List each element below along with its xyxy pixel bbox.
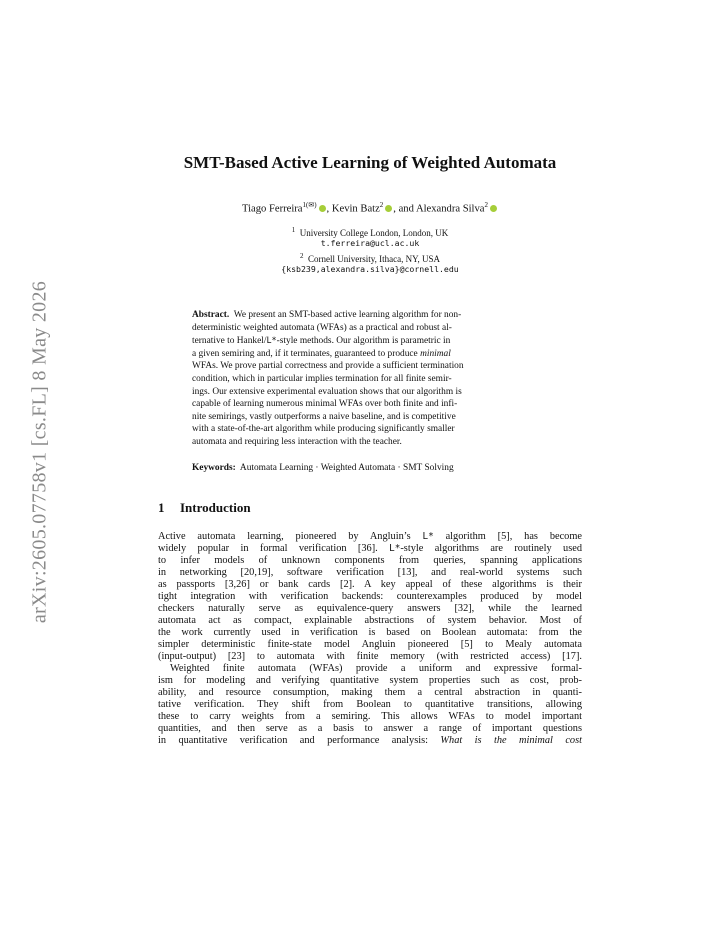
paragraph-line: widely popular in formal verification [36]. L*-style algorithms are routinely used (158, 543, 583, 554)
affiliation-email[interactable]: t.ferreira@ucl.ac.uk (320, 238, 420, 248)
abstract-line: with a state-of-the-art algorithm while producing significantly smaller (192, 424, 455, 435)
paragraph-line: Active automata learning, pioneered by Angluin’s L* algorithm [5], has become (158, 531, 582, 542)
affiliation-text: University College London, London, UK (299, 228, 449, 238)
abstract-line: a given semiring and, if it terminates, guaranteed to produce minimal (192, 348, 451, 359)
affiliation-text: Cornell University, Ithaca, NY, USA (308, 254, 440, 264)
paragraph-line: quantities, and then serve as a basis to answer a range of important questions (158, 723, 582, 734)
abstract-label: Abstract. (192, 310, 230, 320)
paragraph-line: ability, and resource consumption, making them a central abstraction in quanti- (158, 687, 582, 698)
author-affiliation-mark: 1(✉) (302, 201, 317, 209)
section-number: 1 (158, 500, 165, 515)
author-name: Kevin Batz (331, 203, 380, 215)
abstract-line: automata and requiring less interaction with the teacher. (192, 436, 402, 447)
paragraph-line: in networking [20,19], software verification [13], and real-world systems such (158, 567, 582, 578)
paragraph-line: as passports [3,26] or bank cards [2]. A key appeal of these algorithms is their (158, 579, 582, 590)
author-name: Alexandra Silva (415, 203, 485, 215)
abstract-line: nite semirings, vastly outperforms a naive baseline, and is competitive (192, 411, 456, 422)
author-affiliation-mark: 2 (379, 201, 384, 209)
orcid-icon[interactable] (385, 205, 392, 212)
abstract-line: condition, which in particular implies termination for all finite semir- (192, 373, 452, 384)
paragraph-line: these to carry weights from a semiring. This allows WFAs to model important (158, 711, 582, 722)
keywords-label: Keywords: (192, 463, 236, 473)
paragraph-line: (input-output) [23] to automata with finite memory (with restricted access) [17]. (158, 651, 582, 662)
author-affiliation-mark: 2 (484, 201, 488, 209)
affiliation-email[interactable]: {ksb239,alexandra.silva}@cornell.edu (281, 264, 459, 274)
abstract-line: capable of learning numerous minimal WFAs over both finite and infi- (192, 399, 458, 410)
orcid-icon[interactable] (490, 205, 497, 212)
paragraph-line: tight integration with verification backends: counterexamples produced by model (158, 591, 582, 602)
keywords-text: Automata Learning · Weighted Automata · SMT Solving (239, 463, 454, 473)
section-heading (158, 500, 251, 516)
author-list (158, 201, 582, 215)
paragraph-line: simpler deterministic finite-state model Angluin pioneered [5] to Mealy automata (158, 639, 582, 650)
paragraph-line: in quantitative verification and performance analysis: What is the minimal cost (158, 735, 583, 746)
paragraph-line: Weighted finite automata (WFAs) provide a uniform and expressive formal- (170, 663, 582, 674)
keywords (192, 463, 536, 473)
paragraph-line: automata act as compact, explainable abstractions of system behavior. Most of (158, 615, 582, 626)
paper-title: SMT-Based Active Learning of Weighted Automata (183, 153, 557, 172)
paragraph-line: checkers naturally serve as equivalence-query answers [32], while the learned (158, 603, 582, 614)
paragraph-line: to infer models of unknown components from queries, spanning applications (158, 555, 582, 566)
section-title: Introduction (180, 500, 251, 515)
abstract (192, 309, 536, 449)
abstract-line: ings. Our extensive experimental evaluation shows that our algorithm is (192, 386, 462, 397)
abstract-line: WFAs. We prove partial correctness and provide a sufficient termination (192, 361, 464, 372)
paragraph-line: the work currently used in verification is based on Boolean automata: from the (158, 627, 582, 638)
paragraph-line: ism for modeling and verifying quantitative system properties such as cost, prob- (158, 675, 582, 686)
affiliation-mark: 1 (291, 226, 296, 234)
author-separator: , (326, 203, 332, 215)
affiliation-mark: 2 (300, 252, 304, 260)
abstract-line: Abstract. We present an SMT-based active learning algorithm for non- (192, 310, 462, 320)
author-name: Tiago Ferreira (242, 203, 303, 215)
abstract-line: deterministic weighted automata (WFAs) as a practical and robust al- (192, 322, 452, 333)
author-separator: , and (393, 203, 416, 215)
orcid-icon[interactable] (319, 205, 326, 212)
arxiv-identifier: arXiv:2605.07758v1 [cs.FL] 8 May 2026 (28, 280, 51, 624)
abstract-line: ternative to Hankel/L*-style methods. Our algorithm is parametric in (192, 335, 451, 347)
paragraph-line: tative verification. They shift from Boolean to quantitative transitions, allowing (158, 699, 582, 710)
